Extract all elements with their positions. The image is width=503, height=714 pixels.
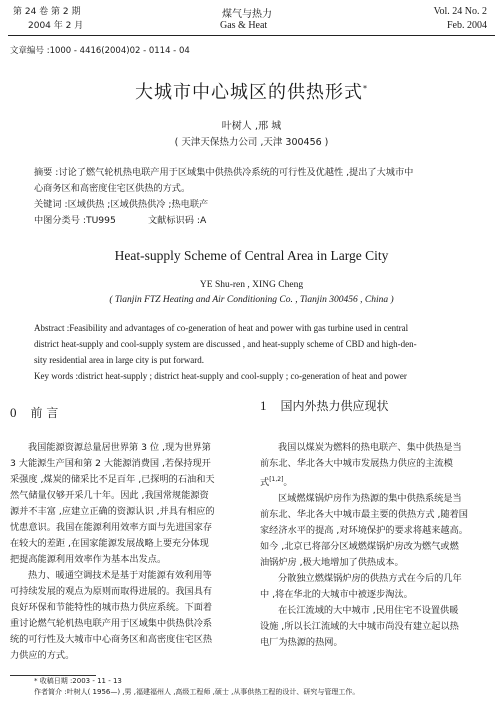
right-column bbox=[260, 440, 492, 651]
right-body-line: 油锅炉房 ,极大地增加了供热成本。 bbox=[260, 557, 404, 569]
title-footnote-mark: * bbox=[363, 84, 368, 93]
left-body-line: 忧患意识。我国在能源利用效率方面与先进国家存 bbox=[10, 522, 213, 533]
left-body-line: 在较大的差距 ,在国家能源发展战略上要充分体现 bbox=[10, 538, 209, 549]
abstract-zh-line2: 心商务区和高密度住宅区供热的方式。 bbox=[34, 183, 191, 194]
article-number: 文章编号 :1000 - 4416(2004)02 - 0114 - 04 bbox=[10, 46, 190, 56]
right-body-line: 区域燃煤锅炉房作为热源的集中供热系统是当 bbox=[278, 493, 462, 505]
affiliation-zh: ( 天津天保热力公司 ,天津 300456 ) bbox=[174, 137, 329, 148]
abstract-en-line2: district heat-supply and cool-supply system are discussed , and heat-supply scheme of CBD and high-den- bbox=[34, 339, 417, 349]
left-body-line: 热力、暖通空调技术是基于对能源有效利用等 bbox=[28, 570, 212, 581]
left-body-line: 统的可行性及大城市中心商务区和高密度住宅区热 bbox=[10, 634, 213, 645]
footnote-author: 作者简介 :叶树人( 1956—) ,男 ,福建福州人 ,高级工程师 ,硕士 ,从事供热工程的设计、研究与管理工作。 bbox=[34, 688, 360, 696]
left-body-line: 我国能源资源总量居世界第 3 位 ,现为世界第 bbox=[28, 442, 211, 453]
footnote-received: * 收稿日期 :2003 - 11 - 13 bbox=[34, 677, 122, 685]
header-volume: 第 24 卷 第 2 期 bbox=[13, 7, 81, 17]
left-body-line: 可持续发展的观点为原则而取得进展的。我国具有 bbox=[10, 586, 213, 597]
left-body-line: 力供应的方式。 bbox=[10, 650, 75, 661]
left-body-line: 采强度 ,煤炭的储采比不足百年 ,已探明的石油和天 bbox=[10, 474, 215, 485]
right-body-line: 前东北、华北各大中城市发展热力供应的主流模 bbox=[260, 458, 453, 469]
section-1-title: 国内外热力供应现状 bbox=[280, 399, 389, 413]
header-rule bbox=[8, 35, 495, 36]
right-body-line: 我国以煤炭为燃料的热电联产、集中供热是当 bbox=[278, 442, 462, 453]
header-date: 2004 年 2 月 bbox=[28, 21, 84, 31]
abstract-en-line3: sity residential area in large city is put forward. bbox=[34, 355, 205, 365]
authors-zh: 叶树人 ,邢 城 bbox=[221, 121, 282, 132]
left-body-line: 良好环保和节能特性的城市热力供应系统。下面着 bbox=[10, 602, 213, 613]
left-column bbox=[10, 440, 242, 664]
title-zh bbox=[0, 78, 503, 104]
header-volume-en: Vol. 24 No. 2 bbox=[433, 6, 487, 17]
abstract-zh-line1: 摘要 :讨论了燃气轮机热电联产用于区域集中供热供冷系统的可行性及优越性 ,提出了大城市中 bbox=[34, 167, 414, 178]
right-body-line: 式[1,2]。 bbox=[260, 476, 293, 489]
clc-number: 中图分类号 :TU995 bbox=[34, 215, 116, 226]
header-journal-zh: 煤气与热力 bbox=[222, 9, 272, 20]
title-zh-text: 大城市中心城区的供热形式 bbox=[135, 82, 363, 103]
section-0-title: 前 言 bbox=[30, 406, 59, 420]
authors-en: YE Shu-ren , XING Cheng bbox=[199, 280, 304, 290]
left-body-line: 3 大能源生产国和第 2 大能源消费国 ,若保持现开 bbox=[10, 458, 211, 469]
header-journal-en: Gas & Heat bbox=[220, 20, 268, 31]
affiliation-en: ( Tianjin FTZ Heating and Air Conditioning Co. , Tianjin 300456 , China ) bbox=[109, 295, 394, 305]
reference-citation[interactable]: [1,2] bbox=[269, 476, 284, 483]
section-0-heading bbox=[10, 404, 58, 421]
right-body-line: 中 ,将在华北的大城市中被逐步淘汰。 bbox=[260, 589, 413, 601]
right-body-line: 前东北、华北各大中城市最主要的供热方式 ,随着国 bbox=[260, 509, 468, 521]
section-1-number: 1 bbox=[260, 398, 267, 413]
document-code: 文献标识码 :A bbox=[148, 215, 207, 226]
title-en: Heat-supply Scheme of Central Area in Large City bbox=[114, 248, 389, 263]
right-body-line: 如今 ,北京已将部分区域燃煤锅炉房改为燃气或燃 bbox=[260, 541, 459, 553]
sentence-end: 。 bbox=[283, 477, 293, 489]
left-body-line: 源并不丰富 ,应建立正确的资源认识 ,并具有相应的 bbox=[10, 506, 215, 517]
abstract-en-line1: Abstract :Feasibility and advantages of co-generation of heat and power with gas turbine used in central bbox=[34, 323, 409, 333]
left-body-line: 重讨论燃气轮机热电联产用于区域集中供热供冷系 bbox=[10, 618, 213, 629]
left-body-line: 把提高能源利用效率作为基本出发点。 bbox=[10, 554, 167, 565]
right-body-line: 电厂为热源的热网。 bbox=[260, 637, 343, 649]
section-1-heading bbox=[260, 397, 389, 414]
right-body-line: 家经济水平的提高 ,对环境保护的要求将越来越高。 bbox=[260, 525, 468, 537]
right-body-line: 分散独立燃煤锅炉房的供热方式在今后的几年 bbox=[278, 573, 462, 585]
right-body-line: 在长江流域的大中城市 ,民用住宅不设置供暖 bbox=[278, 605, 459, 617]
keywords-en: Key words :district heat-supply ; district heat-supply and cool-supply ; co-generation of heat and power bbox=[34, 371, 407, 381]
keywords-zh: 关键词 :区域供热 ;区域供热供冷 ;热电联产 bbox=[34, 199, 209, 210]
right-body-line: 设施 ,所以长江流域的大中城市尚没有建立起以热 bbox=[260, 621, 459, 633]
left-body-line: 然气储量仅够开采几十年。因此 ,我国常规能源资 bbox=[10, 490, 209, 501]
header-date-en: Feb. 2004 bbox=[447, 20, 487, 31]
section-0-number: 0 bbox=[10, 405, 17, 420]
